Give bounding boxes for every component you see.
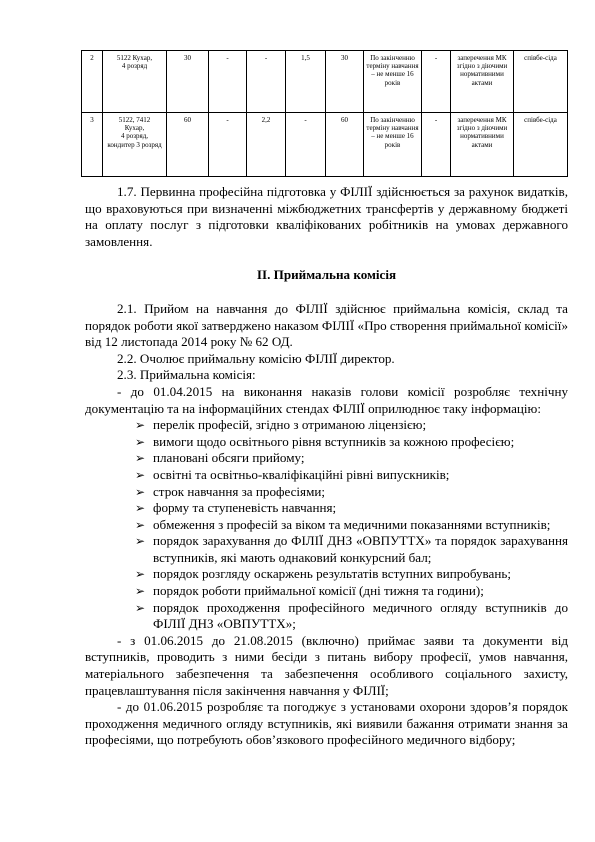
- list-item: ➢ форму та ступеневість навчання;: [135, 500, 337, 516]
- paragraph-1-7: 1.7. Первинна професійна підготовка у ФІЛІЇ здійснюється за рахунок видатків, що враховуються при визначенні міжбюджетних трансфертів у державному бюджеті на оплату послуг з підготовки кваліфікованих робітників на умовах державного замовлення.: [85, 184, 568, 249]
- list-item: ➢ порядок зарахування до ФІЛІЇ ДНЗ «ОВПУТТХ» та порядок зарахування вступників, які мають однаковий конкурсний бал;: [135, 533, 568, 565]
- table-cell: співбе-сіда: [514, 113, 568, 177]
- arrow-bullet-icon: ➢: [135, 534, 146, 549]
- admission-table: [81, 50, 568, 177]
- list-item: ➢ обмеження з професій за віком та медичними показаннями вступників;: [135, 516, 551, 532]
- paragraph-dash-3: - до 01.06.2015 розробляє та погоджує з установами охорони здоров’я порядок проходження медичного огляду вступників, які виявили бажання отримати знання за професіями, що потребують обов’язкового професійного медичного відбору;: [85, 699, 568, 748]
- arrow-bullet-icon: ➢: [135, 584, 146, 599]
- table-cell: 2,2: [247, 113, 286, 177]
- paragraph-2-1: 2.1. Прийом на навчання до ФІЛІЇ здійснює приймальна комісія, склад та порядок роботи якої затверджено наказом ФІЛІЇ «Про створення приймальної комісії» від 12 листопада 2014 року № 62 ОД.: [85, 300, 568, 350]
- list-item: ➢ порядок роботи приймальної комісії (дні тижня та години);: [135, 583, 484, 599]
- document-body: [85, 184, 568, 749]
- table-cell: -: [247, 51, 286, 113]
- table-cell: -: [422, 113, 451, 177]
- table-cell: 1,5: [286, 51, 326, 113]
- table-cell: 60: [167, 113, 209, 177]
- list-item: ➢ вимоги щодо освітнього рівня вступників за кожною професією;: [135, 433, 515, 449]
- table-cell: По закінченню терміну навчання – не менше 16 років: [364, 51, 422, 113]
- table-cell: заперечення МК згідно з діючими нормативними актами: [451, 51, 514, 113]
- list-item: ➢ порядок проходження професійного медичного огляду вступників до ФІЛІЇ ДНЗ «ОВПУТТХ»;: [135, 599, 568, 632]
- table-cell: 3: [82, 113, 103, 177]
- table-cell: -: [209, 51, 247, 113]
- list-item: ➢ перелік професій, згідно з отриманою ліцензією;: [135, 417, 427, 433]
- table-cell: заперечення МК згідно з діючими нормативними актами: [451, 113, 514, 177]
- paragraph-2-2: 2.2. Очолює приймальну комісію ФІЛІЇ директор.: [117, 350, 395, 366]
- arrow-bullet-icon: ➢: [135, 418, 146, 433]
- table-cell: 2: [82, 51, 103, 113]
- arrow-bullet-icon: ➢: [135, 567, 146, 582]
- section-heading: ІІ. Приймальна комісія: [256, 267, 397, 283]
- list-item: ➢ порядок розгляду оскаржень результатів вступних випробувань;: [135, 566, 511, 582]
- arrow-bullet-icon: ➢: [135, 467, 146, 482]
- paragraph-dash-2: - з 01.06.2015 до 21.08.2015 (включно) приймає заяви та документи від вступників, проводить з ними бесіди з питань вибору професії, умов навчання, матеріального забезпечення та забезпечення особливого соціального захисту, працевлаштування після закінчення навчання у ФІЛІЇ;: [85, 632, 568, 698]
- paragraph-dash-1: - до 01.04.2015 на виконання наказів голови комісії розробляє технічну документацію та на інформаційних стендах ФІЛІЇ оприлюднює таку інформацію:: [85, 383, 568, 416]
- arrow-bullet-icon: ➢: [135, 451, 146, 466]
- table-row: [82, 113, 568, 177]
- table-cell: -: [286, 113, 326, 177]
- table-cell: 60: [326, 113, 364, 177]
- table-cell: 5122, 7412 Кухар, 4 розряд, кондитер 3 розряд: [103, 113, 167, 177]
- arrow-bullet-icon: ➢: [135, 600, 146, 615]
- arrow-bullet-icon: ➢: [135, 517, 146, 532]
- table-cell: 30: [167, 51, 209, 113]
- arrow-bullet-icon: ➢: [135, 501, 146, 516]
- arrow-bullet-icon: ➢: [135, 484, 146, 499]
- table-cell: По закінченню терміну навчання – не менше 16 років: [364, 113, 422, 177]
- table-row: [82, 51, 568, 113]
- arrow-bullet-icon: ➢: [135, 434, 146, 449]
- bullet-list: [85, 417, 568, 633]
- table-cell: співбе-сіда: [514, 51, 568, 113]
- list-item: ➢ плановані обсяги прийому;: [135, 450, 305, 466]
- table-cell: 30: [326, 51, 364, 113]
- table-cell: -: [422, 51, 451, 113]
- table-cell: 5122 Кухар, 4 розряд: [103, 51, 167, 113]
- list-item: ➢ строк навчання за професіями;: [135, 483, 326, 499]
- list-item: ➢ освітні та освітньо-кваліфікаційні рівні випускників;: [135, 466, 450, 482]
- table-cell: -: [209, 113, 247, 177]
- paragraph-2-3: 2.3. Приймальна комісія:: [117, 367, 256, 383]
